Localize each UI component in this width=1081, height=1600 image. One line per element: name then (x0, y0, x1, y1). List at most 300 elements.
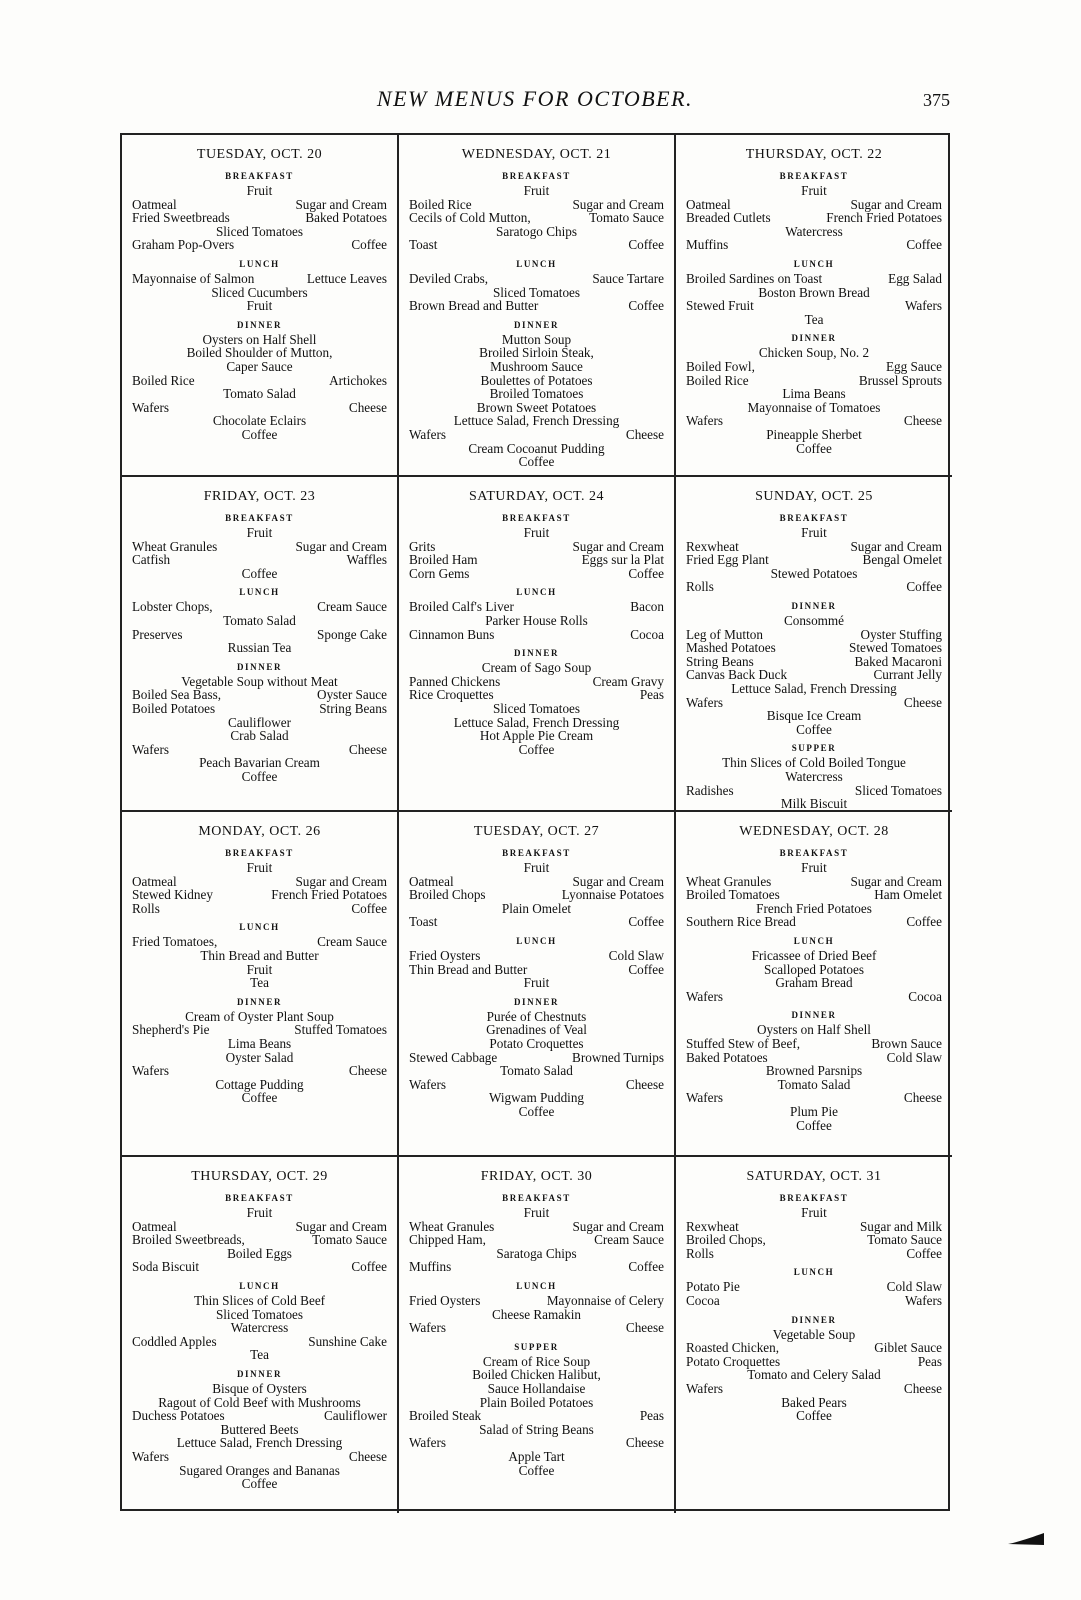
menu-line (132, 716, 387, 730)
menu-item: Cream Sauce (317, 934, 387, 950)
menu-line (132, 976, 387, 990)
menu-line (686, 1355, 942, 1369)
menu-item: Cream of Sago Soup (481, 660, 592, 676)
menu-line (132, 743, 387, 757)
menu-item: Cocoa (630, 626, 664, 642)
menu-item: Plain Omelet (501, 900, 572, 916)
menu-day-cell (676, 477, 952, 812)
menu-line (686, 888, 942, 902)
menu-line (409, 1105, 664, 1119)
menu-item: Fruit (523, 525, 550, 540)
menu-item: Coffee (628, 298, 664, 314)
menu-item: Tomato Salad (223, 612, 296, 628)
menu-item: Cauliflower (324, 1408, 387, 1424)
menu-line (409, 716, 664, 730)
menu-line (409, 414, 664, 428)
menu-line (409, 902, 664, 916)
menu-item: Cheese (903, 1090, 942, 1106)
menu-item: Thin Slices of Cold Boiled Tongue (722, 755, 906, 771)
menu-item: Potato Croquettes (489, 1035, 584, 1051)
menu-item: Soda Biscuit (132, 1259, 200, 1275)
menu-item: Coffee (628, 237, 664, 253)
menu-line (409, 333, 664, 347)
menu-item: Fruit (246, 860, 273, 875)
menu-item: Broiled Calf's Liver (409, 599, 514, 615)
menu-item: Sliced Tomatoes (215, 1306, 304, 1322)
meal-heading: BREAKFAST (225, 1193, 294, 1203)
menu-line (132, 729, 387, 743)
menu-item: Thin Bread and Butter (409, 961, 528, 977)
menu-line (686, 784, 942, 798)
menu-item: Thin Slices of Cold Beef (193, 1292, 326, 1308)
menu-line (686, 526, 942, 540)
menu-item: Cheese (348, 1063, 387, 1079)
menu-item: Fricassee of Dried Beef (751, 947, 877, 963)
menu-item: Coffee (241, 426, 278, 442)
meal-heading: BREAKFAST (502, 1193, 571, 1203)
menu-line (686, 299, 942, 313)
menu-line (686, 641, 942, 655)
menu-item: Mayonnaise of Salmon (132, 270, 255, 286)
menu-item: Cheese (348, 741, 387, 757)
menu-line (132, 1247, 387, 1261)
menu-item: Wafers (132, 741, 170, 757)
menu-line (132, 1023, 387, 1037)
menu-line (409, 1423, 664, 1437)
menu-line (132, 1064, 387, 1078)
meal-heading: BREAKFAST (225, 848, 294, 858)
menu-item: Lettuce Salad, French Dressing (731, 680, 897, 696)
menu-item: Coddled Apples (132, 1333, 217, 1349)
menu-item: Sugar and Cream (850, 196, 942, 212)
menu-item: Boiled Fowl, (686, 358, 755, 374)
menu-line (686, 1105, 942, 1119)
menu-item: Sugar and Cream (295, 1218, 387, 1234)
menu-item: Boulettes of Potatoes (480, 372, 593, 388)
menu-line (686, 990, 942, 1004)
menu-line (409, 661, 664, 675)
menu-item: Cheese (903, 413, 942, 429)
menu-line (686, 580, 942, 594)
menu-item: Graham Pop-Overs (132, 237, 235, 253)
menu-line (409, 1450, 664, 1464)
menu-line (132, 702, 387, 716)
menu-line (686, 655, 942, 669)
menu-item: Broiled Sweetbreads, (132, 1232, 245, 1248)
menu-item: Cheese Ramakin (492, 1306, 581, 1322)
menu-line (132, 1335, 387, 1349)
menu-line (132, 1037, 387, 1051)
menu-line (686, 1064, 942, 1078)
menu-item: Browned Parsnips (765, 1063, 863, 1079)
menu-item: Coffee (796, 1117, 832, 1133)
menu-line (686, 723, 942, 737)
menu-line (132, 1409, 387, 1423)
menu-item: French Fried Potatoes (826, 210, 942, 226)
menu-item: Cecils of Cold Mutton, (409, 210, 531, 226)
menu-line (409, 614, 664, 628)
menu-item: Coffee (518, 1462, 555, 1478)
menu-item: Cream Sauce (594, 1232, 664, 1248)
menu-item: Wafers (904, 298, 942, 314)
menu-item: Tomato Salad (223, 386, 296, 402)
menu-line (132, 225, 387, 239)
menu-item: Mayonnaise of Tomatoes (747, 399, 881, 415)
day-title: WEDNESDAY, OCT. 21 (461, 147, 612, 162)
menu-item: Broiled Steak (409, 1408, 482, 1424)
menu-item: Catfish (132, 552, 171, 568)
menu-item: Watercress (785, 768, 843, 784)
menu-line (686, 346, 942, 360)
menu-line (409, 1382, 664, 1396)
menu-item: Fruit (801, 860, 827, 875)
menu-day-cell (399, 1157, 676, 1513)
menu-item: Sauce Hollandaise (487, 1380, 586, 1396)
menu-item: Oatmeal (686, 196, 731, 212)
menu-line (132, 614, 387, 628)
menu-item: Crab Salad (230, 728, 289, 744)
menu-item: Pineapple Sherbet (766, 426, 862, 442)
menu-line (132, 1091, 387, 1105)
menu-line (409, 688, 664, 702)
menu-line (686, 387, 942, 401)
menu-item: Stewed Cabbage (409, 1049, 498, 1065)
menu-line (409, 211, 664, 225)
menu-item: Sliced Tomatoes (215, 223, 304, 239)
meal-heading: LUNCH (516, 935, 557, 946)
menu-line (409, 442, 664, 456)
menu-line (132, 428, 387, 442)
day-title: FRIDAY, OCT. 23 (203, 489, 316, 504)
menu-item: Fruit (246, 183, 273, 198)
menu-item: Cream of Oyster Plant Soup (185, 1008, 334, 1024)
menu-item: String Beans (686, 653, 754, 669)
menu-line (686, 1051, 942, 1065)
menu-item: Fruit (801, 183, 827, 198)
menu-line (686, 567, 942, 581)
menu-item: Coffee (628, 565, 664, 581)
menu-item: Artichokes (329, 372, 387, 388)
menu-line (686, 1294, 942, 1308)
meal-heading: DINNER (236, 319, 283, 330)
menu-item: Coffee (906, 914, 942, 930)
menu-line (132, 675, 387, 689)
menu-item: Toast (409, 237, 438, 253)
meal-heading: BREAKFAST (779, 513, 849, 523)
menu-line (409, 963, 664, 977)
menu-line (132, 272, 387, 286)
menu-item: Graham Bread (775, 975, 853, 991)
menu-line (132, 1423, 387, 1437)
menu-item: Sliced Tomatoes (854, 782, 942, 798)
menu-line (409, 600, 664, 614)
menu-line (409, 1023, 664, 1037)
day-title: THURSDAY, OCT. 29 (191, 1169, 328, 1184)
menu-item: Tomato Salad (500, 1063, 573, 1079)
menu-item: Coffee (796, 721, 832, 737)
menu-day-cell (122, 135, 399, 477)
menu-line (686, 286, 942, 300)
menu-day-cell (676, 812, 952, 1157)
menu-item: Wafers (686, 413, 724, 429)
menu-item: Sliced Cucumbers (211, 284, 308, 300)
meal-heading: DINNER (236, 996, 283, 1007)
menu-line (132, 346, 387, 360)
menu-item: Saratoga Chips (496, 1245, 577, 1261)
menu-item: Grits (409, 538, 436, 554)
menu-item: Eggs sur la Plat (581, 552, 664, 568)
menu-item: Stuffed Stew of Beef, (686, 1035, 801, 1051)
menu-day-cell (399, 812, 676, 1157)
menu-line (132, 211, 387, 225)
meal-heading: DINNER (513, 648, 560, 659)
meal-heading: LUNCH (516, 587, 557, 598)
menu-line (686, 976, 942, 990)
menu-item: Wafers (686, 1090, 724, 1106)
menu-item: Coffee (241, 1476, 278, 1492)
menu-line (132, 1348, 387, 1362)
menu-item: Cocoa (908, 988, 942, 1004)
menu-line (686, 682, 942, 696)
menu-day-cell (676, 135, 952, 477)
menu-line (132, 299, 387, 313)
menu-day-cell (399, 477, 676, 812)
menu-item: Coffee (796, 440, 832, 456)
menu-item: Fruit (801, 525, 827, 540)
meal-heading: BREAKFAST (779, 1193, 849, 1203)
menu-item: Peas (639, 1408, 664, 1424)
menu-item: Muffins (686, 237, 729, 253)
meal-heading: DINNER (791, 333, 837, 344)
menu-line (132, 198, 387, 212)
menu-item: Cottage Pudding (215, 1076, 304, 1092)
menu-item: French Fried Potatoes (756, 900, 872, 916)
menu-line (132, 374, 387, 388)
menu-item: Lima Beans (227, 1035, 292, 1051)
menu-item: Peach Bavarian Cream (199, 755, 320, 771)
menu-item: Roasted Chicken, (686, 1340, 780, 1356)
menu-line (686, 272, 942, 286)
menu-line (132, 641, 387, 655)
menu-item: Grenadines of Veal (486, 1022, 587, 1038)
menu-item: Cream Sauce (317, 599, 387, 615)
menu-item: Tomato and Celery Salad (747, 1367, 881, 1383)
day-title: FRIDAY, OCT. 30 (480, 1169, 593, 1184)
menu-line (132, 1078, 387, 1092)
menu-item: Coffee (241, 565, 278, 581)
menu-line (132, 1450, 387, 1464)
meal-heading: BREAKFAST (225, 513, 294, 523)
menu-item: Tomato Sauce (312, 1232, 387, 1248)
meal-heading: LUNCH (239, 1280, 280, 1291)
menu-line (132, 360, 387, 374)
menu-line (686, 414, 942, 428)
menu-item: Sliced Tomatoes (492, 700, 581, 716)
menu-line (686, 1091, 942, 1105)
menu-item: Wafers (132, 399, 170, 415)
day-title: TUESDAY, OCT. 20 (196, 147, 323, 162)
ink-smudge-icon (1008, 1532, 1044, 1546)
page-number: 375 (923, 90, 950, 110)
menu-line (409, 1247, 664, 1261)
menu-item: Fruit (801, 1205, 827, 1220)
menu-item: Currant Jelly (873, 667, 942, 683)
menu-item: Russian Tea (227, 640, 292, 656)
menu-item: Fried Oysters (409, 947, 481, 963)
menu-item: Fruit (246, 961, 273, 977)
menu-item: Egg Salad (888, 270, 942, 286)
menu-item: Baked Pears (781, 1394, 847, 1410)
menu-item: Boiled Rice (132, 372, 195, 388)
menu-item: Wafers (904, 1292, 942, 1308)
menu-item: Coffee (241, 768, 278, 784)
menu-item: Plain Boiled Potatoes (479, 1394, 594, 1410)
menu-item: Wheat Granules (132, 538, 218, 554)
menu-line (686, 1119, 942, 1133)
menu-line (409, 526, 664, 540)
menu-item: Cheese (625, 1320, 664, 1336)
menu-item: Peas (917, 1353, 942, 1369)
menu-item: Coffee (518, 1103, 555, 1119)
menu-line (686, 1409, 942, 1423)
menu-line (132, 1464, 387, 1478)
menu-item: Toast (409, 914, 438, 930)
menu-item: Sunshine Cake (308, 1333, 387, 1349)
meal-heading: BREAKFAST (502, 171, 571, 181)
menu-item: Cinnamon Buns (409, 626, 495, 642)
menu-item: Deviled Crabs, (409, 270, 489, 286)
menu-item: Salad of String Beans (479, 1421, 594, 1437)
menu-line (686, 696, 942, 710)
day-title: SATURDAY, OCT. 31 (746, 1169, 882, 1184)
menu-item: Rexwheat (686, 538, 739, 554)
menu-line (132, 401, 387, 415)
menu-line (132, 1477, 387, 1491)
menu-item: Buttered Beets (220, 1421, 299, 1437)
menu-line (132, 963, 387, 977)
menu-item: Radishes (686, 782, 734, 798)
menu-line (686, 225, 942, 239)
menu-item: Cauliflower (228, 714, 291, 730)
menu-item: Sugar and Cream (295, 538, 387, 554)
menu-item: Oatmeal (409, 873, 454, 889)
menu-item: Lettuce Salad, French Dressing (453, 413, 620, 429)
menu-item: Sugar and Cream (572, 1218, 664, 1234)
menu-line (686, 1368, 942, 1382)
meal-heading: SUPPER (791, 743, 837, 754)
menu-item: Wafers (686, 1380, 724, 1396)
menu-line (132, 1010, 387, 1024)
menu-item: Hot Apple Pie Cream (479, 728, 594, 744)
menu-line (409, 1260, 664, 1274)
menu-line (686, 540, 942, 554)
menu-grid (120, 133, 950, 1511)
menu-item: Baked Potatoes (305, 210, 387, 226)
menu-item: Fruit (246, 1205, 273, 1220)
menu-item: Rolls (132, 900, 160, 916)
menu-item: Sugar and Cream (572, 873, 664, 889)
menu-line (686, 238, 942, 252)
menu-day-cell (399, 135, 676, 477)
menu-line (409, 1308, 664, 1322)
menu-item: Tomato Salad (777, 1076, 851, 1092)
menu-day-cell (122, 477, 399, 812)
menu-item: Leg of Mutton (686, 626, 763, 642)
menu-item: Coffee (796, 1408, 832, 1424)
menu-item: Wigwam Pudding (488, 1090, 585, 1106)
menu-line (686, 442, 942, 456)
menu-line (686, 1280, 942, 1294)
menu-line (132, 1233, 387, 1247)
menu-day-cell (122, 812, 399, 1157)
meal-heading: LUNCH (239, 922, 280, 933)
menu-line (409, 861, 664, 875)
menu-line (686, 668, 942, 682)
menu-line (132, 1220, 387, 1234)
menu-item: Shepherd's Pie (132, 1022, 210, 1038)
menu-line (409, 1206, 664, 1220)
menu-line (409, 1321, 664, 1335)
menu-item: Brown Sauce (871, 1035, 942, 1051)
menu-item: Wafers (409, 1076, 447, 1092)
menu-item: Caper Sauce (226, 358, 293, 374)
menu-line (686, 1382, 942, 1396)
day-title: THURSDAY, OCT. 22 (745, 147, 883, 162)
menu-line (409, 272, 664, 286)
menu-item: Lettuce Salad, French Dressing (176, 1435, 343, 1451)
menu-line (686, 1037, 942, 1051)
menu-item: Ham Omelet (874, 887, 942, 903)
menu-item: French Fried Potatoes (271, 887, 387, 903)
menu-line (686, 428, 942, 442)
menu-line (686, 401, 942, 415)
menu-item: Sugar and Cream (572, 196, 664, 212)
menu-item: Lobster Chops, (132, 599, 213, 615)
menu-item: Canvas Back Duck (686, 667, 788, 683)
menu-item: Rice Croquettes (409, 687, 494, 703)
menu-item: Fried Tomatoes, (132, 934, 218, 950)
menu-item: Wafers (132, 1448, 170, 1464)
menu-item: Sponge Cake (317, 626, 387, 642)
menu-item: Parker House Rolls (485, 612, 588, 628)
menu-item: Oyster Salad (225, 1049, 294, 1065)
menu-item: Fruit (523, 975, 550, 991)
menu-line (409, 702, 664, 716)
menu-line (409, 346, 664, 360)
menu-line (132, 1308, 387, 1322)
menu-line (409, 286, 664, 300)
menu-line (132, 1396, 387, 1410)
menu-item: Broiled Chops (409, 887, 486, 903)
menu-line (409, 1064, 664, 1078)
page-header (120, 86, 950, 126)
menu-line (409, 1037, 664, 1051)
menu-line (409, 360, 664, 374)
menu-item: Southern Rice Bread (686, 914, 796, 930)
menu-item: Broiled Tomatoes (489, 386, 584, 402)
menu-line (686, 184, 942, 198)
menu-item: Boiled Sea Bass, (132, 687, 222, 703)
menu-item: Wafers (132, 1063, 170, 1079)
menu-item: Coffee (906, 1245, 942, 1261)
menu-line (409, 198, 664, 212)
menu-item: Rolls (686, 579, 714, 595)
menu-line (686, 770, 942, 784)
menu-line (686, 949, 942, 963)
menu-item: Oysters on Half Shell (202, 331, 317, 347)
menu-item: Tea (804, 311, 824, 327)
menu-item: Cream of Rice Soup (482, 1353, 591, 1369)
